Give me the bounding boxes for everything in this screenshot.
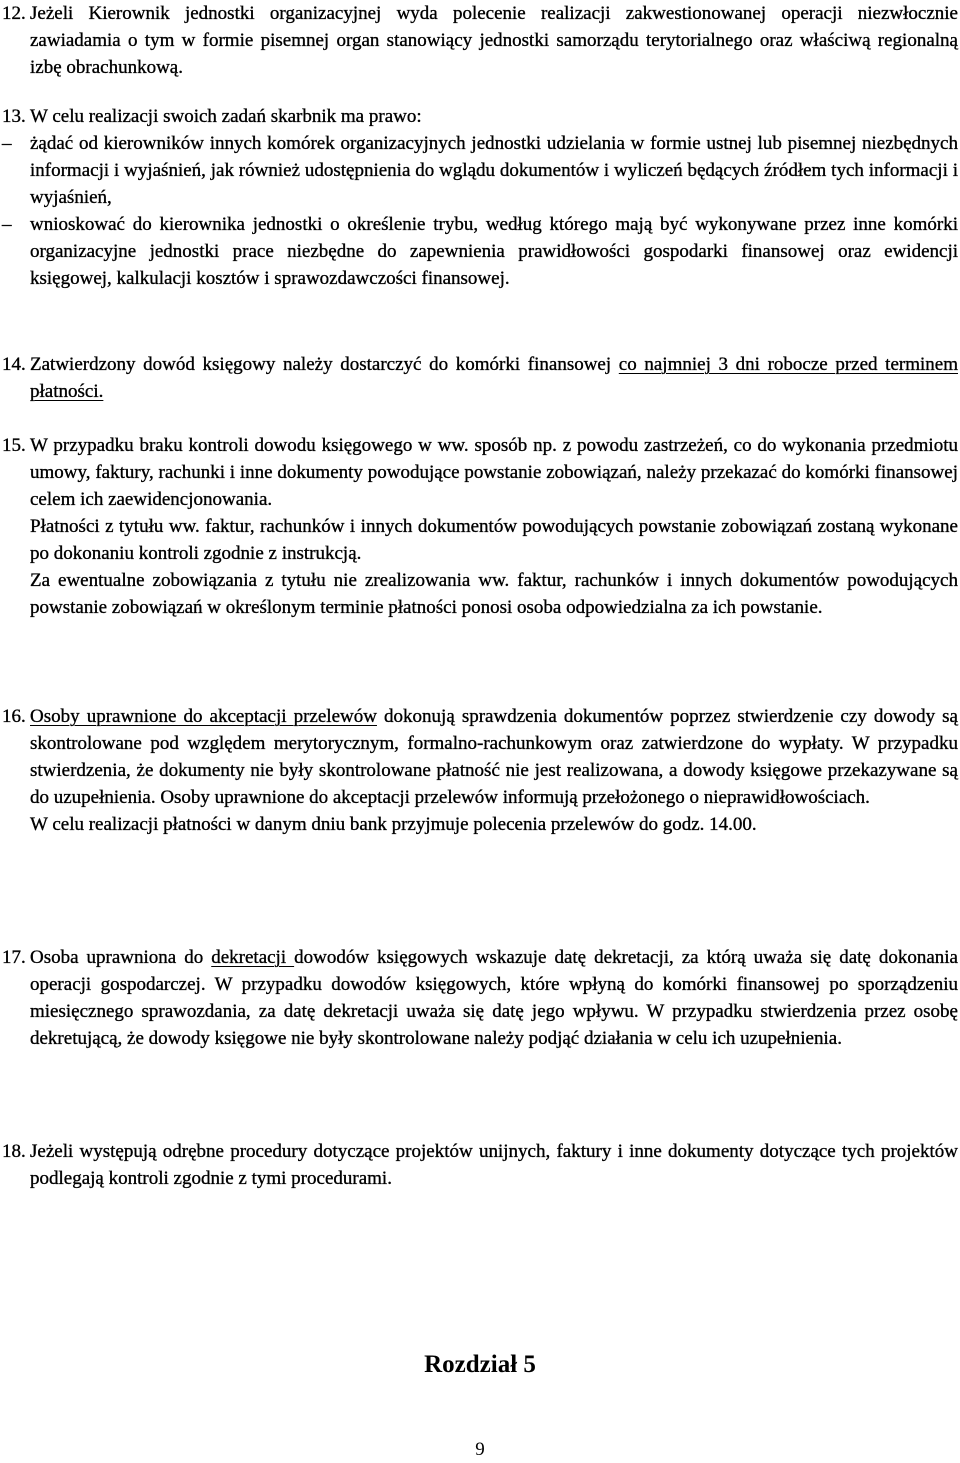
underlined-term: dekretacji — [211, 947, 295, 968]
paragraph-text-plain: Osoba uprawniona do — [30, 947, 212, 968]
paragraph-number: 18. — [2, 1141, 26, 1162]
dash-bullet: – — [2, 214, 12, 235]
list-item — [2, 211, 958, 292]
paragraph-text-plain: dowodów księgowych wskazuje datę dekretacji, za którą uważa się datę dokonania operacji gospodarczej. W przypadku dowodów księgowych, które wpłyną do komórki finansowej po sporządzeniu miesięcznego sprawozdania, za datę dekretacji uważa się datę jego wpływu. W przypadku stwierdzenia przez osobę dekretującą, że dowody księgowe nie były skontrolowane należy podjąć działania w celu ich uzupełnienia. — [30, 947, 958, 1049]
paragraph-text — [30, 944, 958, 1052]
paragraph-text: W przypadku braku kontroli dowodu księgowego w ww. sposób np. z powodu zastrzeżeń, co do wykonania przedmiotu umowy, faktury, rachunki i inne dokumenty powodujące powstanie zobowiązań, należy przekazać do komórki finansowej celem ich zaewidencjonowania. — [30, 435, 958, 510]
paragraph-18 — [2, 1138, 958, 1192]
paragraph-13 — [2, 103, 958, 292]
paragraph-15 — [2, 432, 958, 621]
paragraph-number: 16. — [2, 706, 26, 727]
paragraph-text: Jeżeli występują odrębne procedury dotyczące projektów unijnych, faktury i inne dokumenty dotyczące tych projektów podlegają kontroli zgodnie z tymi procedurami. — [30, 1141, 958, 1189]
paragraph-number: 17. — [2, 947, 26, 968]
paragraph-number: 12. — [2, 3, 26, 24]
underlined-deadline: co najmniej 3 dni robocze przed terminem płatności. — [30, 354, 958, 402]
paragraph-text — [30, 351, 958, 405]
paragraph-text-plain: Zatwierdzony dowód księgowy należy dostarczyć do komórki finansowej — [30, 354, 619, 375]
paragraph-intro: W celu realizacji swoich zadań skarbnik ma prawo: — [30, 106, 422, 127]
chapter-heading: Rozdział 5 — [424, 1351, 536, 1378]
paragraph-text: W celu realizacji płatności w danym dniu bank przyjmuje polecenia przelewów do godz. 14.00. — [30, 814, 757, 835]
paragraph-text-plain: dokonują sprawdzenia dokumentów poprzez stwierdzenie czy dowody są skontrolowane pod względem merytorycznym, formalno-rachunkowym oraz zatwierdzone do wypłaty. W przypadku stwierdzenia, że dokumenty nie były skontrolowane płatność nie jest realizowana, a dowody księgowe przekazywane są do uzupełnienia. Osoby uprawnione do akceptacji przelewów informują przełożonego o nieprawidłowościach. — [30, 706, 958, 808]
list-item-text: żądać od kierowników innych komórek organizacyjnych jednostki udzielania w formie ustnej lub pisemnej niezbędnych informacji i wyjaśnień, jak również udostępnienia do wglądu dokumentów i wyliczeń będących źródłem tych informacji i wyjaśnień, — [30, 133, 958, 208]
page-number: 9 — [475, 1439, 485, 1460]
list-item-text: wnioskować do kierownika jednostki o określenie trybu, według którego mają być wykonywane przez inne komórki organizacyjne jednostki prace niezbędne do zapewnienia prawidłowości gospodarki finansowej oraz ewidencji księgowej, kalkulacji kosztów i sprawozdawczości finansowej. — [30, 214, 958, 289]
paragraph-12 — [2, 0, 958, 81]
list-item — [2, 130, 958, 211]
paragraph-text: Za ewentualne zobowiązania z tytułu nie zrealizowania ww. faktur, rachunków i innych dokumentów powodujących powstanie zobowiązań w określonym terminie płatności ponosi osoba odpowiedzialna za ich powstanie. — [30, 570, 958, 618]
paragraph-text: Płatności z tytułu ww. faktur, rachunków i innych dokumentów powodujących powstanie zobowiązań zostaną wykonane po dokonaniu kontroli zgodnie z instrukcją. — [30, 516, 958, 564]
paragraph-number: 14. — [2, 354, 26, 375]
paragraph-text — [30, 703, 958, 811]
paragraph-text: Jeżeli Kierownik jednostki organizacyjnej wyda polecenie realizacji zakwestionowanej operacji niezwłocznie zawiadamia o tym w formie pisemnej organ stanowiący jednostki samorządu terytorialnego oraz właściwą regionalną izbę obrachunkową. — [30, 3, 958, 78]
paragraph-14 — [2, 351, 958, 405]
underlined-term: Osoby uprawnione do akceptacji przelewów — [30, 706, 377, 727]
paragraph-17 — [2, 944, 958, 1052]
paragraph-number: 15. — [2, 435, 26, 456]
paragraph-number: 13. — [2, 106, 26, 127]
dash-bullet: – — [2, 133, 12, 154]
paragraph-16 — [2, 703, 958, 838]
